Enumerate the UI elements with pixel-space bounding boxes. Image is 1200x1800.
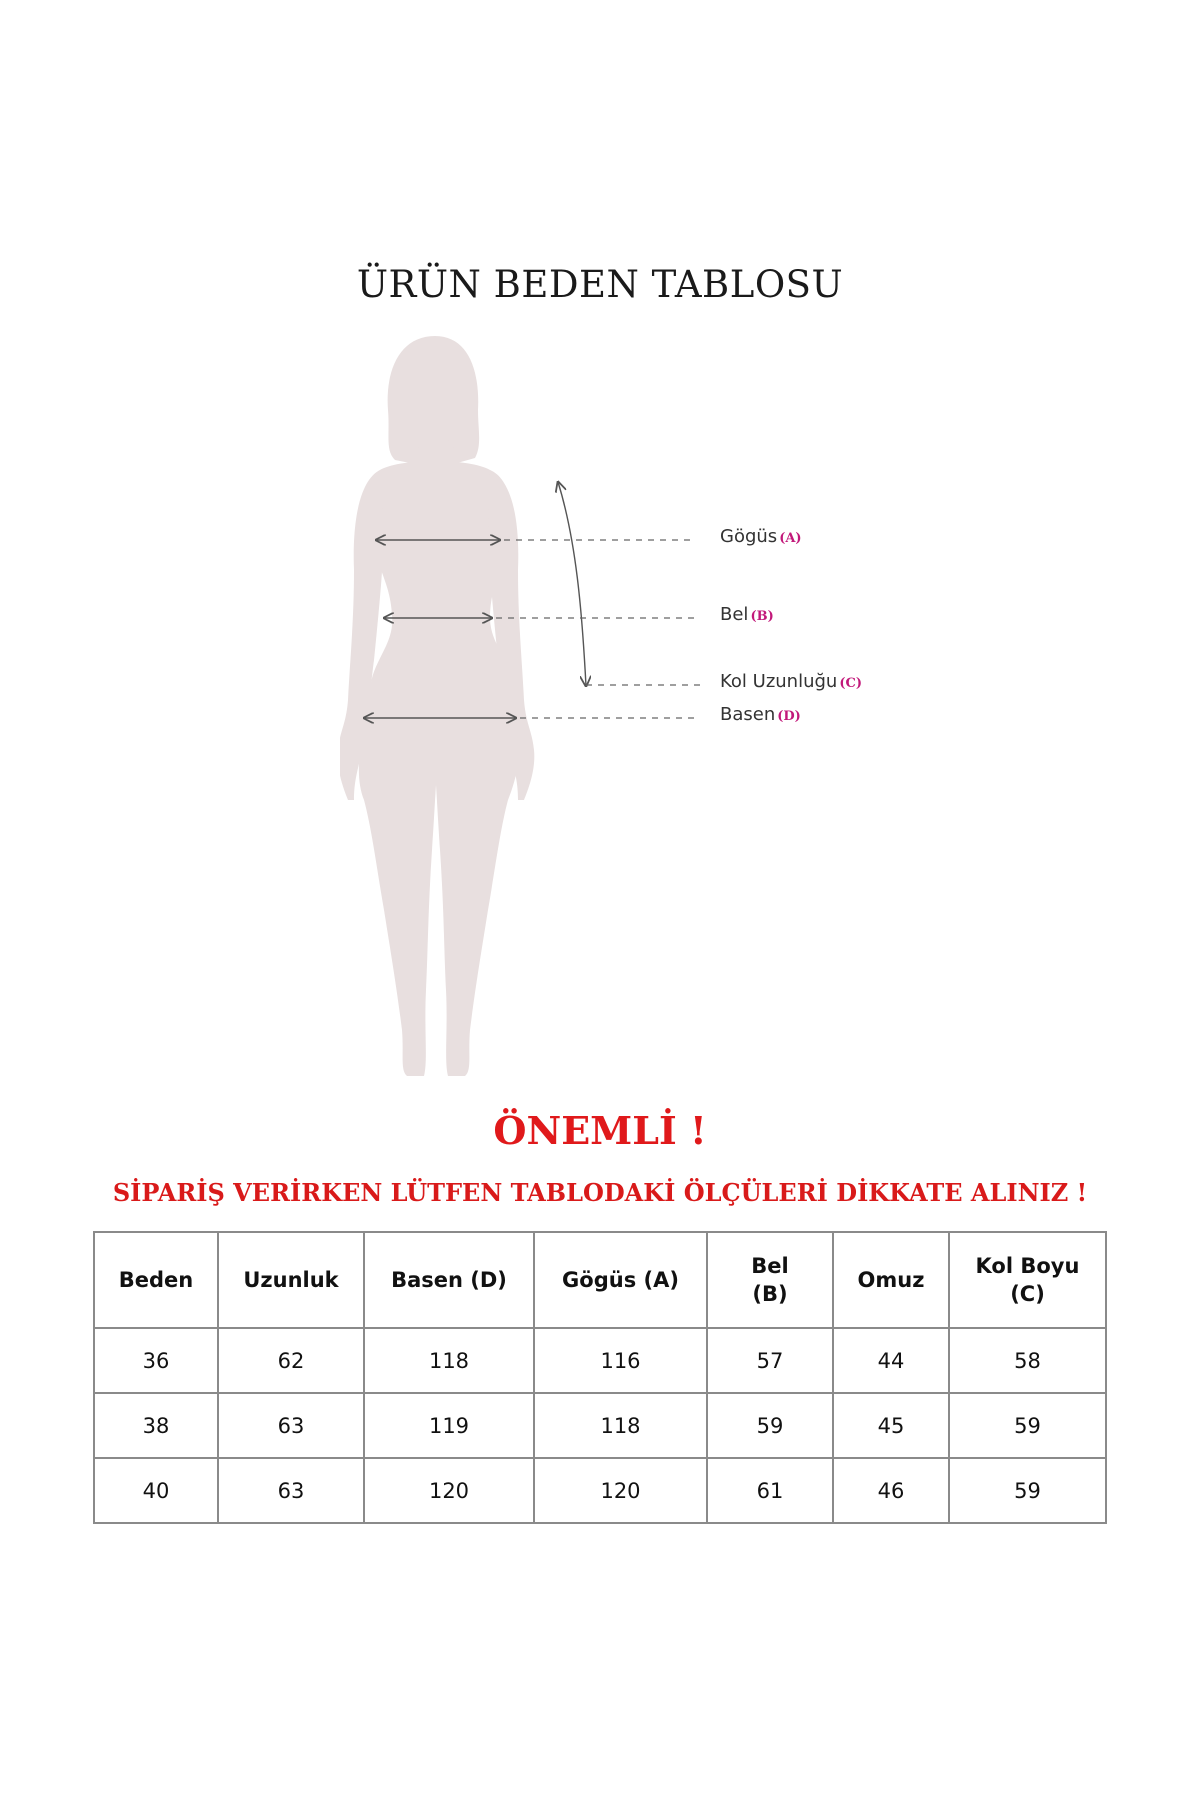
table-cell: 118 [534,1393,707,1458]
column-header: Gögüs (A) [534,1232,707,1328]
table-cell: 59 [949,1458,1106,1523]
table-cell: 36 [94,1328,218,1393]
measurement-name: Basen [720,704,776,725]
measurement-label-kol-uzunlugu [720,671,862,692]
size-table [93,1231,1107,1524]
measurement-code: (C) [839,676,862,691]
table-header-row [94,1232,1106,1328]
order-notice: SİPARİŞ VERİRKEN LÜTFEN TABLODAKİ ÖLÇÜLERİ DİKKATE ALINIZ ! [112,1178,1088,1207]
column-header: Omuz [833,1232,949,1328]
measurement-name: Bel [720,604,749,625]
table-row [94,1328,1106,1393]
measurement-code: (D) [777,709,801,724]
table-cell: 61 [707,1458,833,1523]
column-header: Uzunluk [218,1232,364,1328]
measurement-label-gogus [720,526,802,547]
column-header: Beden [94,1232,218,1328]
table-cell: 46 [833,1458,949,1523]
table-cell: 120 [364,1458,534,1523]
table-row [94,1393,1106,1458]
table-cell: 119 [364,1393,534,1458]
table-cell: 116 [534,1328,707,1393]
measurement-label-bel [720,604,774,625]
silhouette [340,336,534,1076]
measurement-code: (A) [779,531,802,546]
table-cell: 38 [94,1393,218,1458]
table-cell: 45 [833,1393,949,1458]
table-cell: 63 [218,1458,364,1523]
table-cell: 40 [94,1458,218,1523]
table-cell: 57 [707,1328,833,1393]
table-cell: 62 [218,1328,364,1393]
table-cell: 59 [949,1393,1106,1458]
table-cell: 58 [949,1328,1106,1393]
measurement-name: Kol Uzunluğu [720,671,838,692]
page-title: ÜRÜN BEDEN TABLOSU [356,263,844,306]
measurement-label-basen [720,704,801,725]
female-silhouette-illustration [340,330,900,1090]
column-header: Basen (D) [364,1232,534,1328]
table-cell: 120 [534,1458,707,1523]
measurement-name: Gögüs [720,526,778,547]
column-header: Kol Boyu (C) [949,1232,1106,1328]
measurement-code: (B) [750,609,774,624]
table-cell: 63 [218,1393,364,1458]
table-cell: 59 [707,1393,833,1458]
table-cell: 44 [833,1328,949,1393]
measurement-guides [496,540,700,718]
important-heading: ÖNEMLİ ! [493,1108,707,1153]
table-row [94,1458,1106,1523]
column-header: Bel (B) [707,1232,833,1328]
body-measurement-figure [340,330,900,1090]
table-cell: 118 [364,1328,534,1393]
